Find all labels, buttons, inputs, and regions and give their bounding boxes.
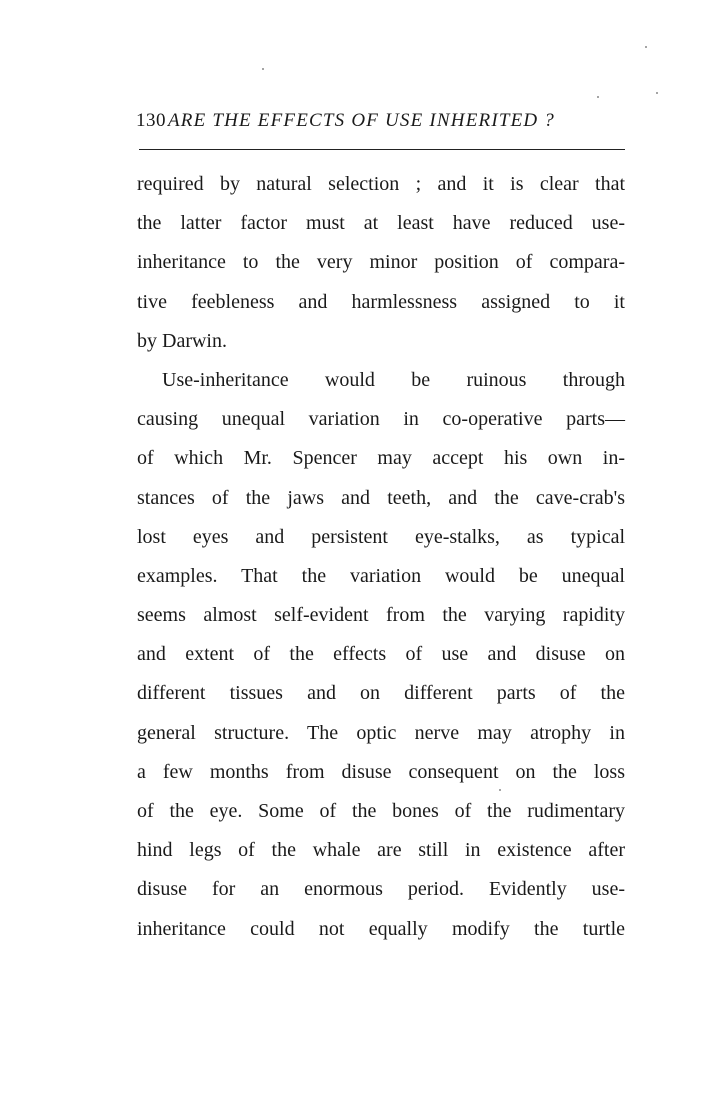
text-line: examples. That the variation would be unequal — [137, 564, 625, 587]
text-line: inheritance to the very minor position of compara- — [137, 251, 625, 274]
text-line: of the eye. Some of the bones of the rudimentary — [137, 800, 625, 822]
text-line: seems almost self-evident from the varying rapidity — [137, 604, 625, 627]
text-line: lost eyes and persistent eye-stalks, as typical — [137, 525, 625, 548]
body-text — [137, 165, 625, 949]
page-number: 130 — [136, 110, 166, 131]
text-line: a few months from disuse consequent on the loss — [137, 760, 625, 783]
text-line: general structure. The optic nerve may atrophy in — [137, 721, 625, 744]
paragraph-2 — [137, 361, 625, 949]
text-line: inheritance could not equally modify the turtle — [137, 917, 625, 940]
scan-speck — [499, 789, 501, 791]
text-line: by Darwin. — [137, 329, 227, 352]
text-line: and extent of the effects of use and disuse on — [137, 643, 625, 666]
text-line: different tissues and on different parts of the — [137, 682, 625, 705]
paragraph-1 — [137, 165, 625, 361]
text-line: tive feebleness and harmlessness assigned to it — [137, 290, 625, 313]
text-line: required by natural selection ; and it is clear that — [137, 173, 625, 195]
text-line: hind legs of the whale are still in existence after — [137, 839, 625, 862]
text-line: causing unequal variation in co-operative parts— — [137, 408, 625, 431]
scan-speck — [597, 96, 599, 98]
scan-speck — [656, 92, 658, 94]
text-line: disuse for an enormous period. Evidently use- — [137, 878, 625, 901]
text-line: stances of the jaws and teeth, and the cave-crab's — [137, 486, 625, 509]
running-head — [136, 110, 626, 144]
scan-speck — [262, 68, 264, 70]
scan-speck — [645, 46, 647, 48]
text-line: of which Mr. Spencer may accept his own in- — [137, 447, 625, 470]
text-line: Use-inheritance would be ruinous through — [162, 368, 625, 391]
chapter-title: ARE THE EFFECTS OF USE INHERITED ? — [168, 110, 555, 131]
header-rule — [139, 149, 625, 150]
text-line: the latter factor must at least have reduced use- — [137, 212, 625, 235]
